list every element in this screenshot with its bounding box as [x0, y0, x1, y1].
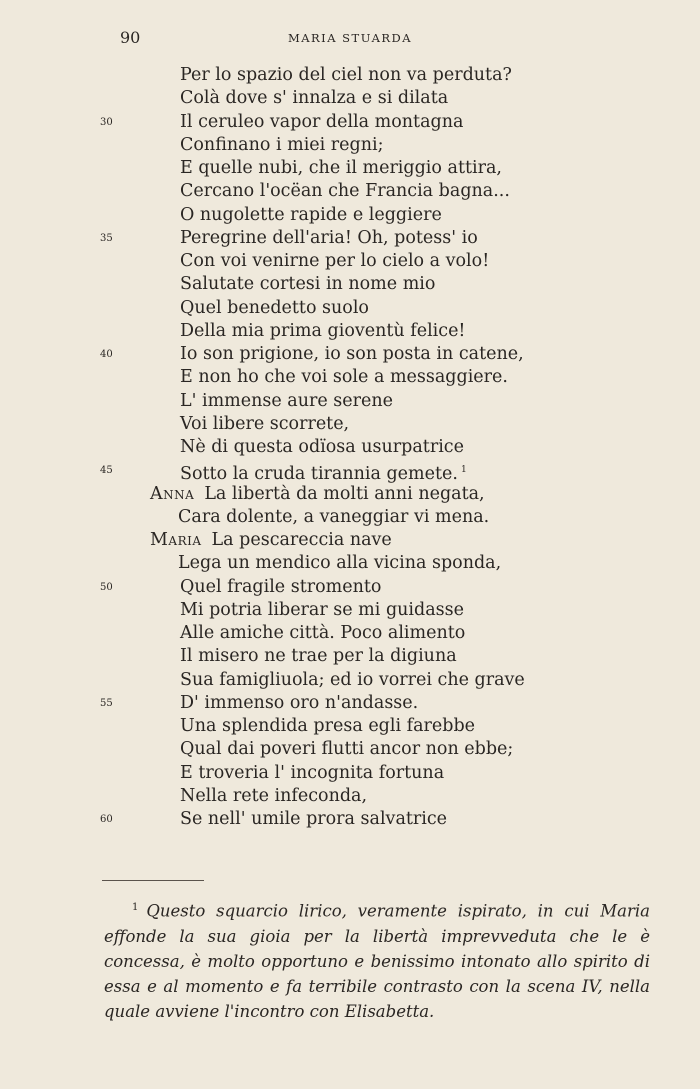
footnote-text: Questo squarcio lirico, veramente ispirato, in cui Maria effonde la sua gioia per la libertà imprevveduta che le è concessa, è molto opportuno e benissimo intonato allo spirito di essa e al momento e fa terribile contrasto con la scena IV, nella quale avviene l'incontro con Elisabetta.: [104, 901, 650, 1021]
verse-text: [180, 599, 464, 622]
speech-line: [150, 483, 485, 506]
verse-line: [0, 599, 700, 622]
verse-line: [0, 436, 700, 459]
page-header: [0, 28, 700, 50]
verse-text-content: E non ho che voi sole a messaggiere.: [180, 367, 508, 388]
verse-text: [180, 390, 393, 413]
line-number: 30: [100, 116, 113, 128]
verse-line: [0, 552, 700, 575]
verse-text: [180, 134, 384, 157]
verse-line: [0, 506, 700, 529]
verse-text: [180, 762, 444, 785]
verse-text-content: Sua famigliuola; ed io vorrei che grave: [180, 669, 525, 690]
verse-line: [0, 762, 700, 785]
verse-text: [180, 87, 448, 110]
verse-text: [178, 552, 501, 575]
verse-text-content: D' immenso oro n'andasse.: [180, 692, 419, 713]
verse-line: [0, 483, 700, 506]
verse-line: [0, 273, 700, 296]
verse-line: [0, 390, 700, 413]
page-number: 90: [120, 28, 141, 47]
verse-text: [180, 273, 435, 296]
verse-text-content: Il ceruleo vapor della montagna: [180, 111, 464, 132]
verse-line: [0, 204, 700, 227]
verse-text-content: L' immense aure serene: [180, 390, 393, 411]
verse-text-content: Lega un mendico alla vicina sponda,: [178, 553, 502, 574]
verse-line: [0, 669, 700, 692]
verse-text-content: Voi libere scorrete,: [180, 413, 350, 434]
verse-line: [0, 366, 700, 389]
verse-text-content: Alle amiche città. Poco alimento: [180, 623, 466, 643]
verse-text-content: Il misero ne trae per la digiuna: [180, 646, 457, 667]
verse-line: [0, 692, 700, 715]
verse-text-content: Cercano l'ocëan che Francia bagna...: [180, 181, 510, 202]
verse-line: [0, 297, 700, 320]
verse-text-content: Sotto la cruda tirannia gemete.: [180, 464, 458, 485]
footnote: [104, 895, 650, 1024]
line-number: 50: [100, 581, 113, 593]
verse-text-content: Mi potria liberar se mi guidasse: [180, 599, 464, 620]
verse-text-content: Io son prigione, io son posta in catene,: [180, 344, 524, 364]
verse-line: [0, 529, 700, 552]
verse-text: [178, 506, 489, 529]
verse-text-content: E troveria l' incognita fortuna: [180, 762, 445, 783]
verse-text: [180, 413, 349, 436]
verse-text: [180, 227, 478, 250]
verse-text-content: Con voi venirne per lo cielo a volo!: [180, 251, 490, 271]
verse-text-content: Nè di questa odïosa usurpatrice: [180, 437, 464, 457]
verse-text: [180, 111, 463, 134]
line-number: 35: [100, 232, 113, 244]
verse-line: [0, 622, 700, 645]
verse-text-content: Quel benedetto suolo: [180, 297, 369, 318]
line-number: 55: [100, 697, 113, 709]
verse-line: [0, 111, 700, 134]
verse-text-content: Confinano i miei regni;: [180, 134, 384, 155]
line-number: 45: [100, 465, 113, 477]
verse-line: [0, 343, 700, 366]
verse-text-content: Della mia prima gioventù felice!: [180, 320, 466, 341]
verse-text-content: Per lo spazio del ciel non va perduta?: [180, 65, 512, 85]
line-number: 40: [100, 349, 113, 360]
footnote-rule: [102, 880, 204, 881]
verse-text-content: Nella rete infeconda,: [180, 785, 368, 806]
verse-text-content: E quelle nubi, che il meriggio attira,: [180, 158, 502, 178]
verse-line: [0, 180, 700, 203]
verse-text: [180, 576, 381, 599]
verse-text-content: O nugolette rapide e leggiere: [180, 204, 442, 225]
footnote-reference: 1: [460, 465, 467, 476]
speaker-name: Maria: [150, 530, 202, 550]
verse-text: [180, 64, 512, 87]
verse-text: [180, 180, 510, 203]
verse-text: [180, 297, 369, 320]
footnote-mark: 1: [132, 902, 139, 913]
verse-text-content: Salutate cortesi in nome mio: [180, 274, 436, 295]
verse-text-content: Qual dai poveri flutti ancor non ebbe;: [180, 739, 514, 760]
verse-text: [180, 715, 475, 738]
verse-line: [0, 320, 700, 343]
speaker-name: Anna: [150, 483, 195, 504]
verse-line: [0, 157, 700, 180]
running-title: MARIA STUARDA: [287, 31, 413, 45]
verse-text-content: Quel fragile stromento: [180, 576, 382, 597]
verse-text: [180, 645, 457, 668]
verse-text: [180, 157, 502, 180]
verse-line: [0, 715, 700, 738]
verse-line: [0, 459, 700, 485]
verse-block: [0, 64, 700, 831]
verse-line: [0, 250, 700, 273]
verse-text: [180, 320, 465, 343]
verse-line: [0, 576, 700, 599]
verse-line: [0, 87, 700, 110]
verse-text-content: Se nell' umile prora salvatrice: [180, 809, 448, 829]
verse-text: [180, 785, 367, 808]
speech-line: [150, 529, 392, 552]
verse-text: [180, 808, 447, 831]
verse-text-content: La pescareccia nave: [211, 530, 392, 550]
verse-text-content: Peregrine dell'aria! Oh, potess' io: [180, 227, 478, 248]
verse-text-content: Cara dolente, a vaneggiar vi mena.: [178, 506, 490, 527]
verse-text: [180, 250, 489, 273]
verse-line: [0, 227, 700, 250]
verse-text: [180, 738, 513, 761]
verse-text-content: Colà dove s' innalza e si dilata: [180, 88, 449, 109]
verse-line: [0, 785, 700, 808]
verse-text: [180, 436, 464, 459]
verse-text-content: La libertà da molti anni negata,: [204, 483, 485, 504]
verse-text: [180, 366, 508, 389]
verse-line: [0, 134, 700, 157]
verse-line: [0, 738, 700, 761]
verse-text: [180, 622, 465, 645]
verse-text: [180, 669, 525, 692]
verse-text: [180, 343, 524, 366]
verse-line: [0, 645, 700, 668]
verse-line: [0, 64, 700, 87]
verse-text: [180, 204, 442, 227]
line-number: 60: [100, 814, 113, 825]
verse-line: [0, 413, 700, 436]
verse-text-content: Una splendida presa egli farebbe: [180, 716, 476, 736]
verse-line: [0, 808, 700, 831]
verse-text: [180, 692, 418, 715]
